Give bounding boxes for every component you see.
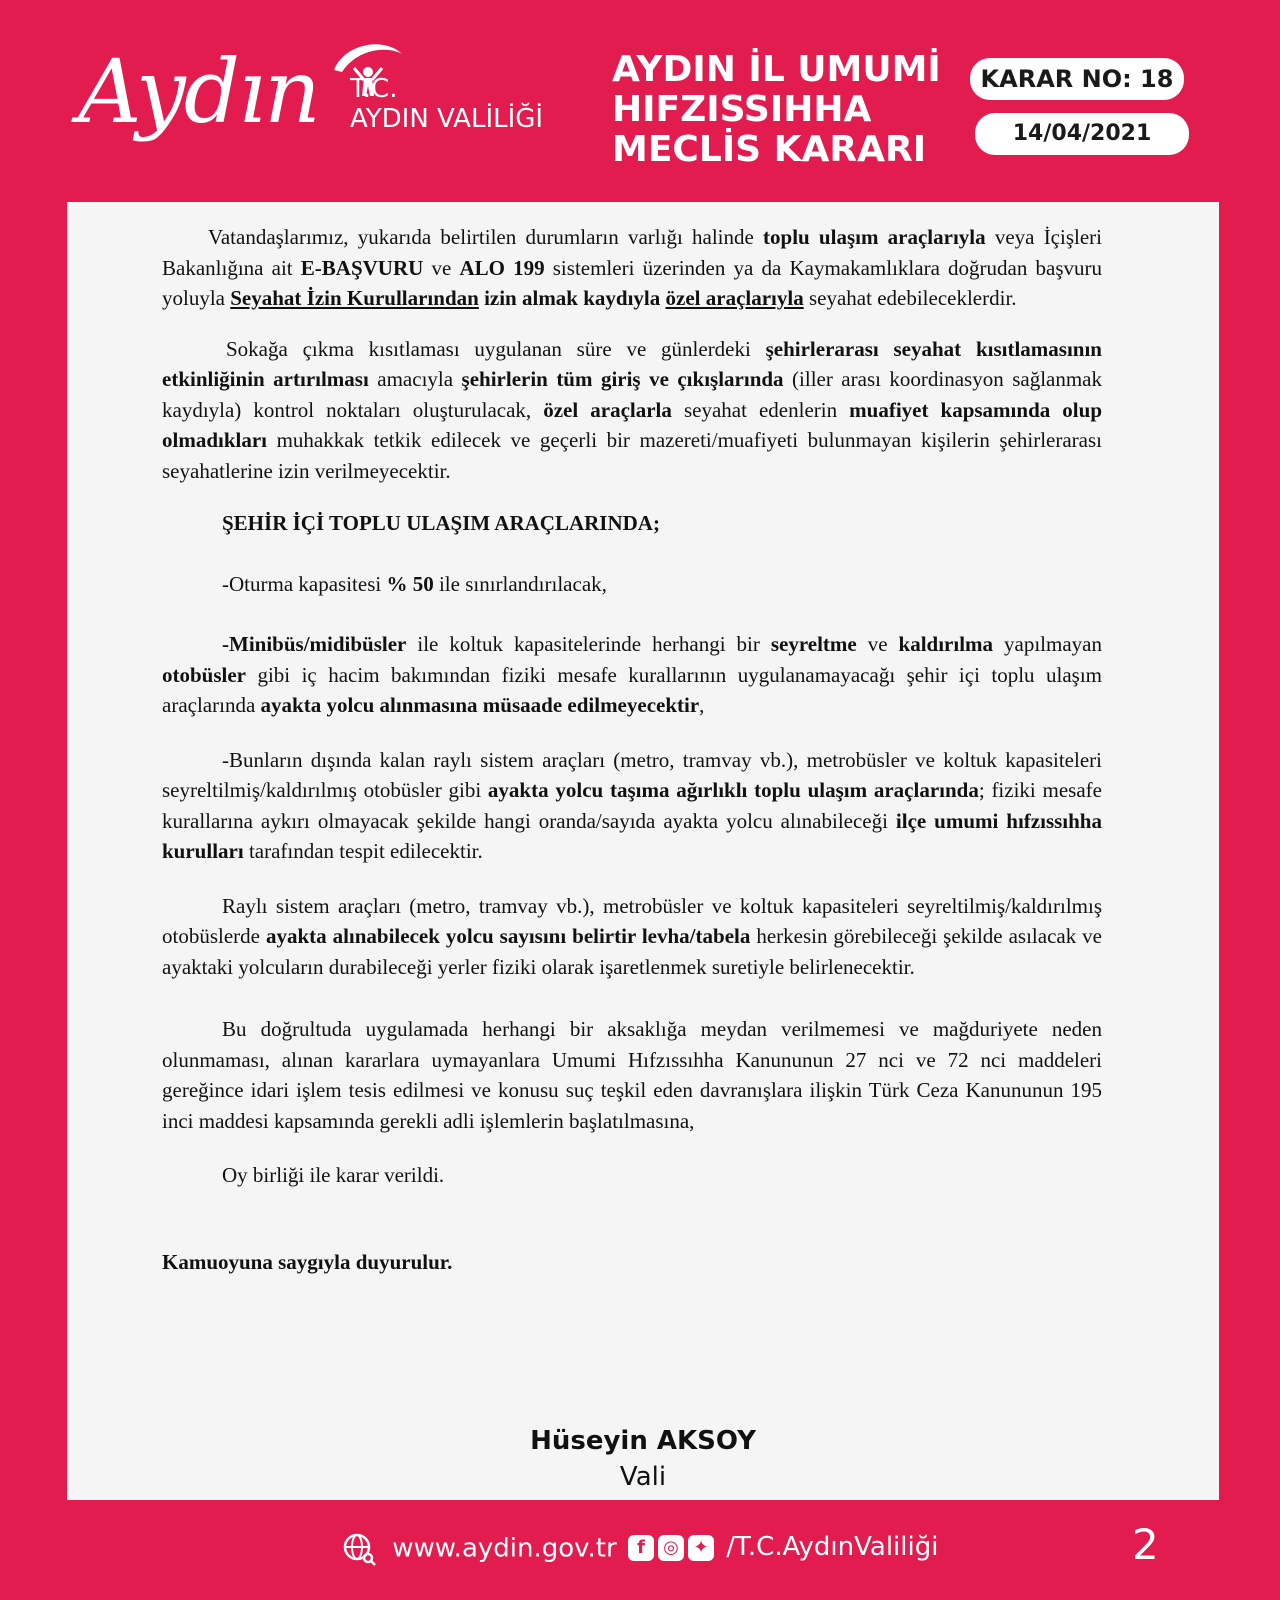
logo-script-text: Aydın: [78, 40, 319, 143]
social-links[interactable]: [628, 1532, 938, 1562]
title-line-1: AYDIN İL UMUMİ: [612, 49, 941, 90]
aydin-valiligi-logo: [70, 40, 570, 180]
karar-no-badge: KARAR NO: 18: [970, 58, 1184, 100]
signatory-name: Hüseyin AKSOY: [530, 1426, 756, 1456]
section-heading: ŞEHİR İÇİ TOPLU ULAŞIM ARAÇLARINDA;: [222, 511, 660, 535]
globe-icon: [342, 1532, 376, 1566]
website-link[interactable]: [342, 1532, 617, 1566]
paragraph-3: -Oturma kapasitesi % 50 ile sınırlandırılacak,: [222, 571, 607, 596]
header: [0, 0, 1280, 200]
paragraph-4: -Minibüs/midibüsler ile koltuk kapasitelerinde herhangi bir seyreltme ve kaldırılma yapılmayan otobüsler gibi iç hacim bakımından fiziki mesafe kurallarının uygulanamayacağı şehir içi toplu ulaşım araçlarında ayakta yolcu alınmasına müsaade edilmeyecektir,: [162, 632, 1102, 717]
paragraph-8: Oy birliği ile karar verildi.: [222, 1163, 445, 1187]
page-title: [612, 50, 941, 170]
social-handle: /T.C.AydınValiliği: [726, 1532, 939, 1562]
paragraph-7: Bu doğrultuda uygulamada herhangi bir aksaklığa meydan verilmemesi ve mağduriyete neden olunmaması, alınan kararlara uymayanlara Umumi Hıfzıssıhha Kanununun 27 nci ve 72 nci maddeleri gereğince idari işlem tesis edilmesi ve konusu suç teşkil eden davranışlara ilişkin Türk Ceza Kanununun 195 inci maddesi kapsamında gerekli adli işlemlerin başlatılmasına,: [162, 1017, 1102, 1133]
paragraph-6: Raylı sistem araçları (metro, tramvay vb.), metrobüsler ve koltuk kapasiteleri seyreltilmiş/kaldırılmış otobüslerde ayakta alınabilecek yolcu sayısını belirtir levha/tabela herkesin görebileceği şekilde asılacak ve ayaktaki yolcuların durabileceği yerler fiziki olarak işaretlenmek suretiyle belirlenecektir.: [162, 893, 1102, 979]
title-line-3: MECLİS KARARI: [612, 129, 927, 170]
logo-tc: T.C.: [350, 74, 398, 104]
website-text: www.aydin.gov.tr: [392, 1533, 617, 1564]
title-line-2: HIFZISSIHHA: [612, 89, 872, 130]
twitter-icon[interactable]: ✦: [688, 1535, 714, 1561]
date-badge: 14/04/2021: [975, 113, 1189, 155]
page-number: 2: [1132, 1520, 1159, 1569]
document-body: [162, 222, 1102, 1277]
closing-line: Kamuoyuna saygıyla duyurulur.: [162, 1249, 453, 1274]
paragraph-1: Vatandaşlarımız, yukarıda belirtilen durumların varlığı halinde toplu ulaşım araçlarıyla veya İçişleri Bakanlığına ait E-BAŞVURU ve ALO 199 sistemleri üzerinden ya da Kaymakamlıklara doğrudan başvuru yoluyla Seyahat İzin Kurullarından izin almak kaydıyla özel araçlarıyla seyahat edebileceklerdir.: [162, 225, 1103, 310]
facebook-icon[interactable]: f: [628, 1535, 654, 1561]
instagram-icon[interactable]: ◎: [658, 1535, 684, 1561]
logo-org-text: [350, 74, 543, 134]
paragraph-2: Sokağa çıkma kısıtlaması uygulanan süre ve günlerdeki şehirlerarası seyahat kısıtlamasının etkinliğinin artırılması amacıyla şehirlerin tüm giriş ve çıkışlarında (iller arası koordinasyon sağlanmak kaydıyla) kontrol noktaları oluşturulacak, özel araçlarla seyahat edenlerin muafiyet kapsamında olup olmadıkları muhakkak tetkik edilecek ve geçerli bir mazereti/muafiyeti bulunmayan kişilerin şehirlerarası seyahatlerine izin verilmeyecektir.: [162, 336, 1103, 483]
footer: [0, 1500, 1280, 1600]
logo-org-name: AYDIN VALİLİĞİ: [350, 104, 544, 134]
signatory-title: Vali: [619, 1462, 667, 1492]
paragraph-5: -Bunların dışında kalan raylı sistem araçları (metro, tramvay vb.), metrobüsler ve koltuk kapasiteleri seyreltilmiş/kaldırılmış otobüsler gibi ayakta yolcu taşıma ağırlıklı toplu ulaşım araçlarında; fiziki mesafe kurallarına aykırı olmayacak şekilde hangi oranda/sayıda ayakta yolcu alınabileceği ilçe umumi hıfzıssıhha kurulları tarafından tespit edilecektir.: [162, 747, 1102, 863]
